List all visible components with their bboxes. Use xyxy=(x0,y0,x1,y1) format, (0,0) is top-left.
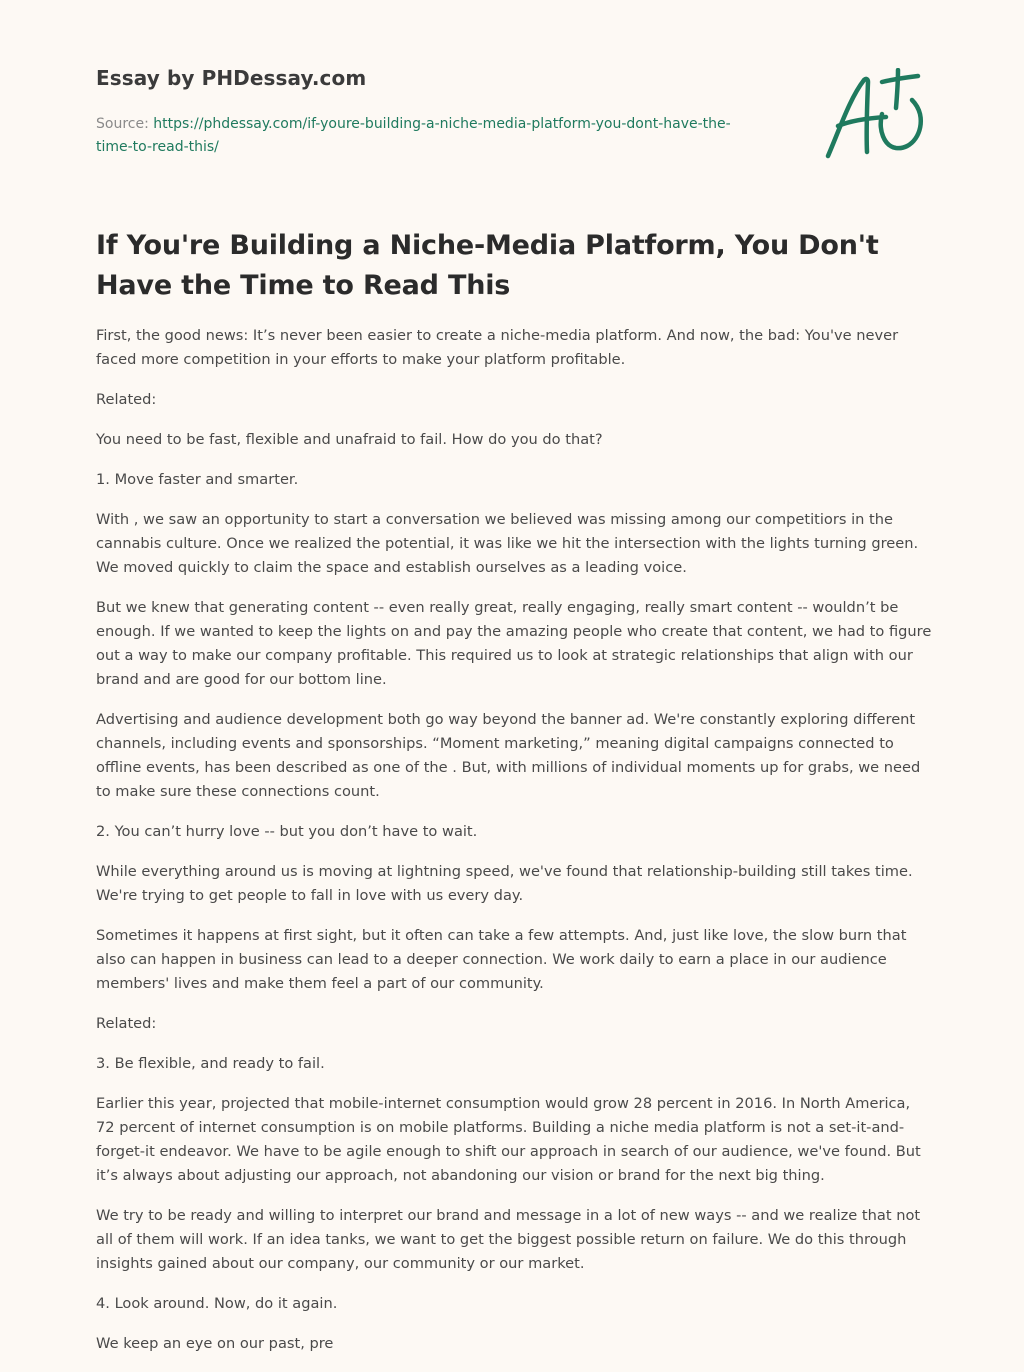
source-label: Source: xyxy=(96,116,149,132)
paragraph: But we knew that generating content -- even really great, really engaging, really smart content -- wouldn’t be enough. If we wanted to keep the lights on and pay the amazing people who create that content, we had to figure out a way to make our company profitable. This required us to look at strategic relationships that align with our brand and are good for our bottom line. xyxy=(96,599,932,688)
source-link[interactable]: https://phdessay.com/if-youre-building-a-niche-media-platform-you-dont-have-the-time-to-read-this/ xyxy=(96,116,731,155)
site-brand: Essay by PHDessay.com xyxy=(96,66,367,90)
section-heading: 4. Look around. Now, do it again. xyxy=(96,1295,338,1312)
paragraph: Advertising and audience development both go way beyond the banner ad. We're constantly exploring different channels, including events and sponsorships. “Moment marketing,” meaning digital campaigns connected to offline events, has been described as one of the . But, with millions of individual moments up for grabs, we need to make sure these connections count. xyxy=(96,711,921,800)
section-heading: 1. Move faster and smarter. xyxy=(96,471,299,488)
section-heading: 3. Be flexible, and ready to fail. xyxy=(96,1055,325,1072)
paragraph: You need to be fast, flexible and unafraid to fail. How do you do that? xyxy=(96,431,603,448)
paragraph: First, the good news: It’s never been easier to create a niche-media platform. And now, the bad: You've never faced more competition in your efforts to make your platform profitable. xyxy=(96,327,899,368)
section-heading: 2. You can’t hurry love -- but you don’t have to wait. xyxy=(96,823,478,840)
essay-body xyxy=(96,324,932,1372)
paragraph: We try to be ready and willing to interpret our brand and message in a lot of new ways -- and we realize that not all of them will work. If an idea tanks, we want to get the biggest possible return on failure. We do this through insights gained about our company, our community or our market. xyxy=(96,1207,921,1272)
paragraph: Related: xyxy=(96,391,157,408)
paragraph: With , we saw an opportunity to start a conversation we believed was missing among our competitiors in the cannabis culture. Once we realized the potential, it was like we hit the intersection with the lights turning green. We moved quickly to claim the space and establish ourselves as a leading voice. xyxy=(96,511,919,576)
paragraph: Related: xyxy=(96,1015,157,1032)
paragraph: We keep an eye on our past, pre xyxy=(96,1335,334,1352)
essay-title: If You're Building a Niche-Media Platform, You Don't Have the Time to Read This xyxy=(96,230,879,301)
paragraph: While everything around us is moving at lightning speed, we've found that relationship-building still takes time. We're trying to get people to fall in love with us every day. xyxy=(96,863,913,904)
source-line xyxy=(96,113,756,159)
paragraph: Sometimes it happens at first sight, but it often can take a few attempts. And, just like love, the slow burn that also can happen in business can lead to a deeper connection. We work daily to earn a place in our audience members' lives and make them feel a part of our community. xyxy=(96,927,907,992)
paragraph: Earlier this year, projected that mobile-internet consumption would grow 28 percent in 2016. In North America, 72 percent of internet consumption is on mobile platforms. Building a niche media platform is not a set-it-and-forget-it endeavor. We have to be agile enough to shift our approach in search of our audience, we've found. But it’s always about adjusting our approach, not abandoning our vision or brand for the next big thing. xyxy=(96,1095,921,1184)
a-plus-grade-icon xyxy=(820,68,930,168)
